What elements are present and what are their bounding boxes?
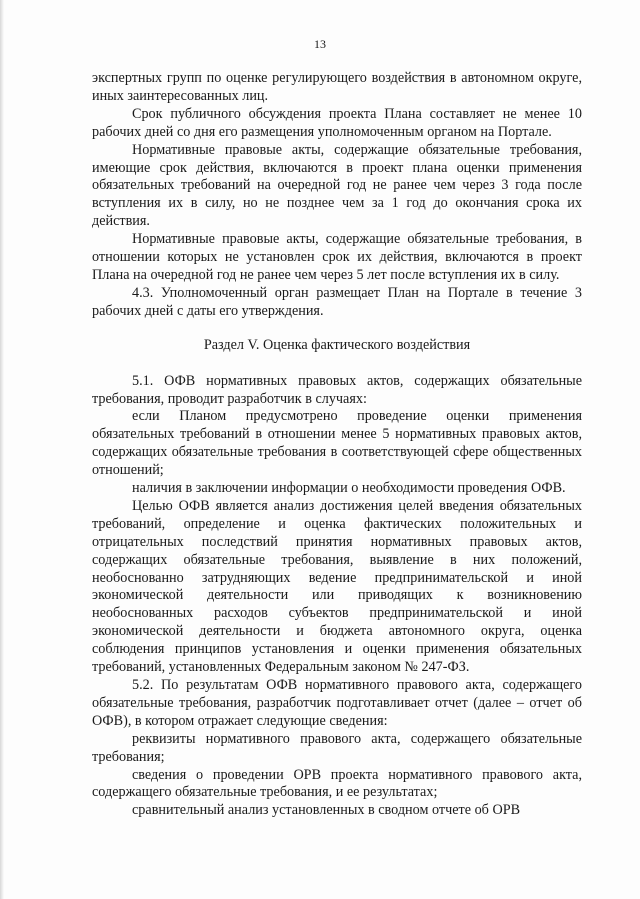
paragraph: сравнительный анализ установленных в сводном отчете об ОРВ xyxy=(132,802,521,819)
scan-edge xyxy=(0,0,4,899)
paragraph: реквизиты нормативного правового акта, содержащего обязательные требования; xyxy=(92,730,582,765)
paragraph: экспертных групп по оценке регулирующего воздействия в автономном округе, иных заинтересованных лиц. xyxy=(92,70,582,104)
paragraph: Нормативные правовые акты, содержащие обязательные требования, в отношении которых не установлен срок их действия, включаются в проект Плана на очередной год не ранее чем через 5 лет после вступления их в силу. xyxy=(92,231,582,283)
page-number: 13 xyxy=(314,37,326,51)
paragraph: Нормативные правовые акты, содержащие обязательные требования, имеющие срок действия, включаются в проект плана оценки применения обязательных требований на очередной год не ранее чем через 3 года после вступления их в силу, но не позднее чем за 1 год до окончания срока их действия. xyxy=(92,141,582,230)
paragraph: 5.2. По результатам ОФВ нормативного правового акта, содержащего обязательные требования, разработчик подготавливает отчет (далее – отчет об ОФВ), в котором отражает следующие сведения: xyxy=(92,677,582,729)
paragraph: если Планом предусмотрено проведение оценки применения обязательных требований в отношении менее 5 нормативных правовых актов, содержащих обязательные требования в соответствующей сфере общественных отношений; xyxy=(92,408,582,479)
section-heading: Раздел V. Оценка фактического воздействия xyxy=(203,336,471,353)
paragraph: 5.1. ОФВ нормативных правовых актов, содержащих обязательные требования, проводит разработчик в случаях: xyxy=(92,372,582,407)
paragraph: Срок публичного обсуждения проекта Плана составляет не менее 10 рабочих дней со дня его размещения уполномоченным органом на Портале. xyxy=(92,105,582,140)
paragraph: 4.3. Уполномоченный орган размещает План на Портале в течение 3 рабочих дней с даты его утверждения. xyxy=(92,284,582,319)
document-body xyxy=(92,70,582,820)
paragraph: наличия в заключении информации о необходимости проведения ОФВ. xyxy=(132,480,566,497)
paragraph: сведения о проведении ОРВ проекта нормативного правового акта, содержащего обязательные требования, и ее результатах; xyxy=(92,766,582,801)
paragraph: Целью ОФВ является анализ достижения целей введения обязательных требований, определение и оценка фактических положительных и отрицательных последствий принятия нормативных правовых актов, содержащих обязательные требования, выявление в них положений, необоснованно затрудняющих ведение предпринимательской и иной экономической деятельности или приводящих к возникновению необоснованных расходов субъектов предпринимательской и иной экономической деятельности и бюджета автономного округа, оценка соблюдения принципов установления и оценки применения обязательных требований, установленных Федеральным законом № 247-ФЗ. xyxy=(92,497,582,676)
